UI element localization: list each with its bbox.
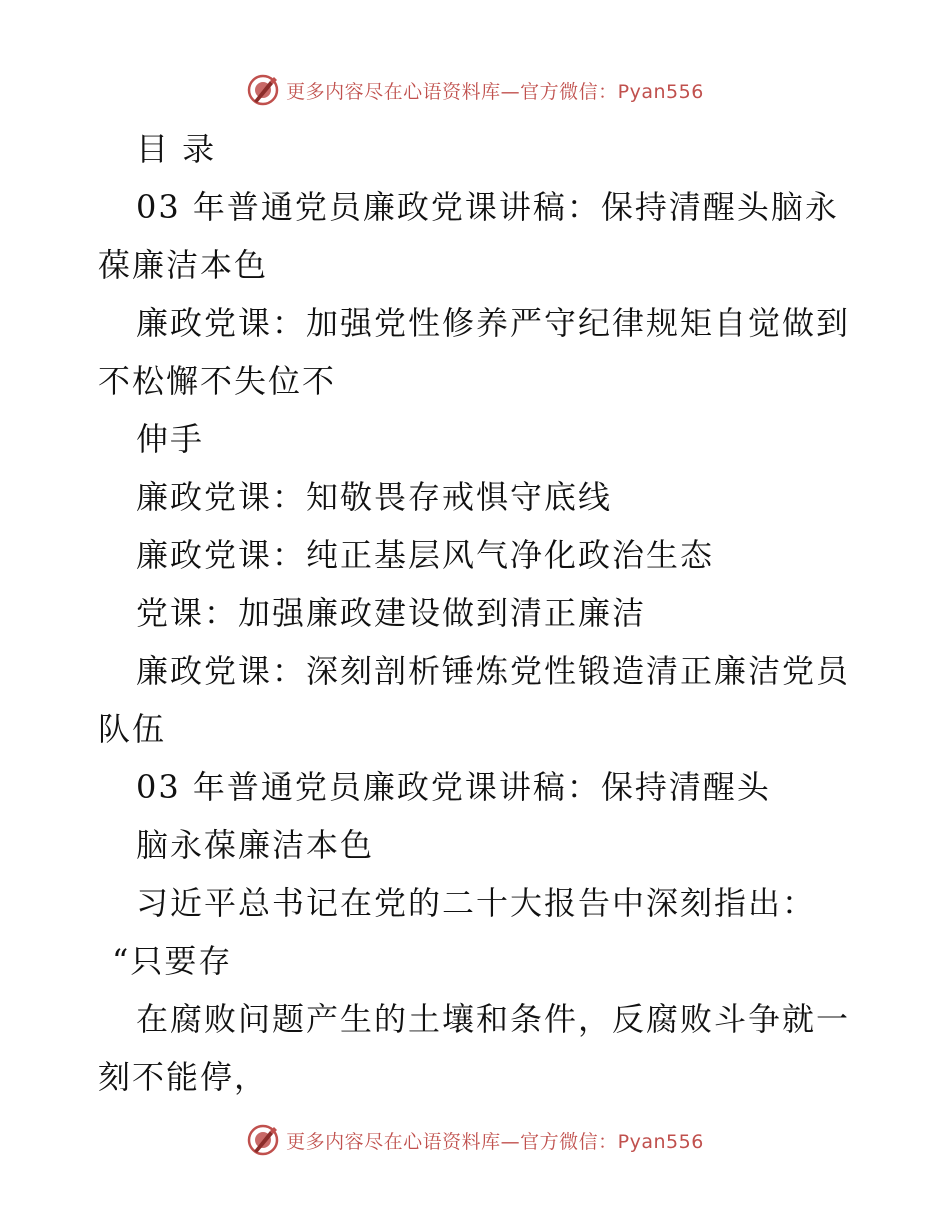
header-watermark <box>0 70 950 110</box>
body-paragraph-line-1: 习近平总书记在党的二十大报告中深刻指出： <box>136 884 817 922</box>
section-title: 03 年普通党员廉政党课讲稿：保持清醒头 <box>136 768 771 806</box>
toc-entry-2-cont: 不松懈不失位不 <box>98 362 337 400</box>
body-paragraph-line-4: 刻不能停， <box>98 1058 269 1096</box>
toc-entry-6-cont: 队伍 <box>98 710 167 748</box>
toc-entry-1-cont: 葆廉洁本色 <box>98 246 269 284</box>
toc-entry-5: 党课：加强廉政建设做到清正廉洁 <box>136 594 647 632</box>
footer-watermark <box>0 1120 950 1160</box>
toc-heading: 目 录 <box>136 130 217 168</box>
toc-entry-1: 03 年普通党员廉政党课讲稿：保持清醒头脑永 <box>136 188 839 226</box>
pen-logo-icon <box>246 73 280 107</box>
body-paragraph-line-2: “只要存 <box>112 942 233 980</box>
document-body <box>98 120 858 1106</box>
watermark-text: 更多内容尽在心语资料库—官方微信：Pyan556 <box>286 1130 704 1153</box>
toc-entry-6: 廉政党课：深刻剖析锤炼党性锻造清正廉洁党员 <box>136 652 851 690</box>
toc-entry-3: 廉政党课：知敬畏存戒惧守底线 <box>136 478 613 516</box>
toc-entry-2-cont2: 伸手 <box>136 420 205 458</box>
section-title-cont: 脑永葆廉洁本色 <box>136 826 375 864</box>
toc-entry-2: 廉政党课：加强党性修养严守纪律规矩自觉做到 <box>136 304 851 342</box>
watermark-text: 更多内容尽在心语资料库—官方微信：Pyan556 <box>286 80 704 103</box>
body-paragraph-line-3: 在腐败问题产生的土壤和条件，反腐败斗争就一 <box>136 1000 851 1038</box>
toc-entry-4: 廉政党课：纯正基层风气净化政治生态 <box>136 536 715 574</box>
pen-logo-icon <box>246 1123 280 1157</box>
